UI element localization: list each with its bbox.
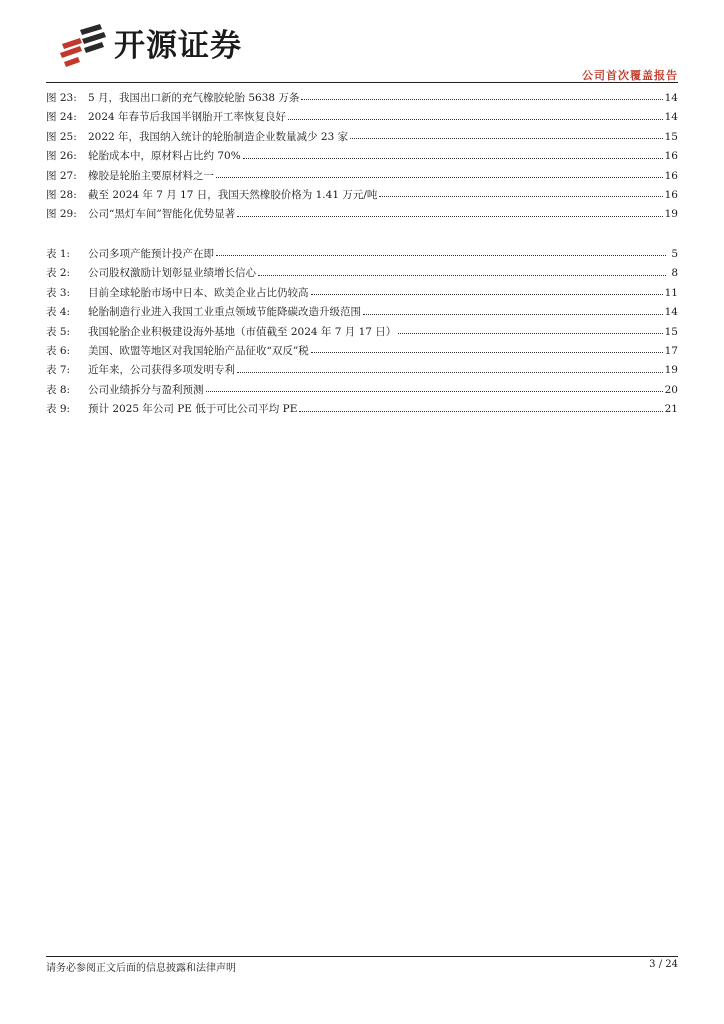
toc-entry-page: 14 (664, 306, 678, 319)
toc-dot-leader (398, 332, 662, 334)
toc-entry-title: 近年来，公司获得多项发明专利 (88, 364, 235, 377)
toc-dot-leader (258, 274, 666, 276)
toc-entry-title: 截至 2024 年 7 月 17 日，我国天然橡胶价格为 1.41 万元/吨 (88, 188, 378, 201)
toc-entry-table[interactable] (46, 381, 678, 400)
toc-entry-table[interactable] (46, 264, 678, 283)
toc-entry-title: 轮胎制造行业进入我国工业重点领域节能降碳改造升级范围 (88, 306, 361, 319)
toc-entry-label: 图 28: (46, 188, 77, 201)
toc-entry-table[interactable] (46, 303, 678, 322)
toc-entry-page: 16 (664, 150, 678, 163)
toc-entry-page: 19 (664, 208, 678, 221)
toc-dot-leader (363, 313, 663, 315)
figure-list (46, 89, 678, 225)
toc-entry-title: 公司股权激励计划彰显业绩增长信心 (88, 267, 256, 280)
toc-entry-page: 17 (664, 344, 678, 357)
toc-entry-page: 14 (664, 111, 678, 124)
toc-entry-table[interactable] (46, 323, 678, 342)
toc-entry-title: 橡胶是轮胎主要原材料之一 (88, 169, 214, 182)
company-logo (56, 24, 242, 68)
toc-entry-table[interactable] (46, 245, 678, 264)
toc-dot-leader (206, 390, 663, 392)
toc-dot-leader (237, 215, 662, 217)
toc-entry-table[interactable] (46, 342, 678, 361)
toc-entry-title: 美国、欧盟等地区对我国轮胎产品征收“双反”税 (88, 344, 309, 357)
toc-entry-figure[interactable] (46, 205, 678, 224)
toc-entry-title: 轮胎成本中，原材料占比约 70% (88, 150, 241, 163)
header-divider (46, 82, 678, 83)
toc-entry-title: 目前全球轮胎市场中日本、欧美企业占比仍较高 (88, 286, 309, 299)
toc-entry-label: 表 1: (46, 248, 71, 260)
toc-entry-title: 2024 年春节后我国半钢胎开工率恢复良好 (88, 111, 287, 124)
toc-entry-figure[interactable] (46, 128, 678, 147)
toc-entry-page: 20 (664, 383, 678, 396)
toc-entry-label: 表 7: (46, 364, 71, 377)
toc-entry-title: 2022 年，我国纳入统计的轮胎制造企业数量减少 23 家 (88, 130, 349, 143)
toc-entry-page: 8 (671, 267, 678, 280)
toc-entry-table[interactable] (46, 400, 678, 419)
toc-entry-label: 图 23: (46, 92, 77, 104)
toc-entry-title: 公司“黑灯车间”智能化优势显著 (88, 208, 236, 221)
toc-entry-figure[interactable] (46, 167, 678, 186)
toc-dot-leader (299, 410, 662, 412)
table-list (46, 245, 678, 420)
toc-dot-leader (237, 371, 663, 373)
toc-entry-figure[interactable] (46, 186, 678, 205)
toc-entry-label: 表 3: (46, 286, 71, 299)
toc-entry-title: 我国轮胎企业积极建设海外基地（市值截至 2024 年 7 月 17 日） (88, 325, 397, 338)
toc-entry-table[interactable] (46, 284, 678, 303)
toc-dot-leader (243, 157, 663, 159)
toc-entry-label: 表 2: (46, 267, 71, 280)
toc-entry-label: 图 25: (46, 130, 77, 143)
toc-entry-page: 19 (664, 364, 678, 377)
toc-entry-label: 表 5: (46, 325, 71, 338)
toc-entry-page: 16 (664, 169, 678, 182)
toc-entry-page: 15 (664, 130, 678, 143)
toc-entry-table[interactable] (46, 361, 678, 380)
toc-entry-title: 公司多项产能预计投产在即 (88, 248, 214, 260)
logo-text: 开源证券 (114, 28, 242, 64)
footer-disclaimer: 请务必参阅正文后面的信息披露和法律声明 (46, 963, 236, 974)
toc-dot-leader (379, 195, 662, 197)
kaiyuan-logo-icon (56, 24, 108, 68)
toc-entry-label: 图 29: (46, 208, 77, 221)
toc-dot-leader (311, 293, 663, 295)
toc-entry-page: 16 (664, 188, 678, 201)
toc-entry-label: 图 24: (46, 111, 77, 124)
toc-entry-label: 表 4: (46, 306, 71, 319)
toc-entry-figure[interactable] (46, 108, 678, 127)
toc-entry-page: 11 (664, 286, 678, 299)
toc-entry-page: 21 (664, 403, 678, 416)
toc-entry-page: 14 (664, 92, 678, 104)
footer-divider (46, 956, 678, 957)
footer-page-number: 3 / 24 (649, 959, 678, 970)
toc-dot-leader (288, 118, 663, 120)
toc-entry-figure[interactable] (46, 147, 678, 166)
toc-dot-leader (216, 176, 663, 178)
toc-entry-title: 预计 2025 年公司 PE 低于可比公司平均 PE (88, 403, 298, 416)
toc-dot-leader (301, 98, 662, 100)
toc-entry-label: 表 6: (46, 344, 71, 357)
toc-entry-label: 表 9: (46, 403, 71, 416)
toc-entry-label: 图 27: (46, 169, 77, 182)
report-type-label: 公司首次覆盖报告 (582, 69, 678, 82)
toc-dot-leader (216, 254, 666, 256)
toc-entry-title: 5 月，我国出口新的充气橡胶轮胎 5638 万条 (88, 92, 300, 104)
toc-entry-page: 15 (664, 325, 678, 338)
toc-entry-figure[interactable] (46, 89, 678, 108)
toc-entry-title: 公司业绩拆分与盈利预测 (88, 383, 204, 396)
toc-dot-leader (350, 137, 663, 139)
toc-entry-label: 图 26: (46, 150, 77, 163)
toc-dot-leader (311, 351, 663, 353)
toc-entry-page: 5 (671, 248, 678, 260)
toc-entry-label: 表 8: (46, 383, 71, 396)
